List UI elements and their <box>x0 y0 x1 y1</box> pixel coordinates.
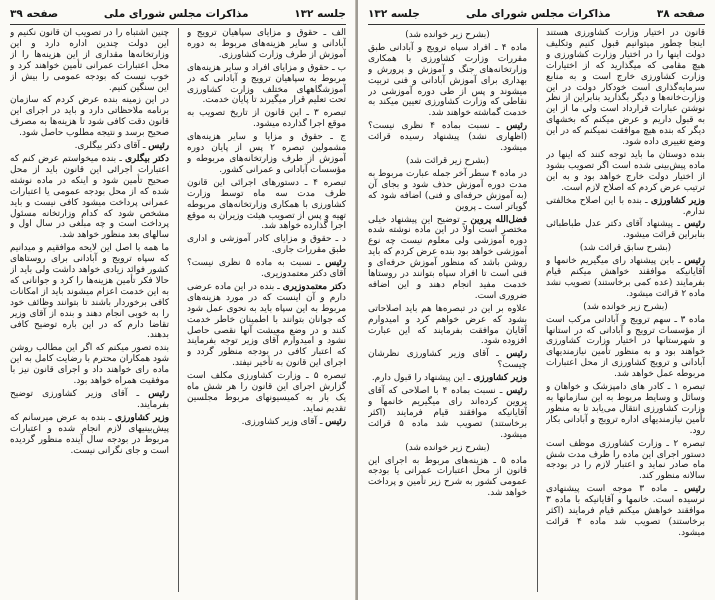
speaker-paragraph: رئیس ـ آقای وزیر کشاورزی توضیح بفرمایند. <box>10 389 169 410</box>
speaker-text: آقای وزیر کشاورزی توضیح بفرمایند. <box>10 389 169 410</box>
speaker-text: بنده به عرض میرسانم که پیش‌بینیهای لازم انجام شده و اعتبارات مربوط در بودجه سال آینده منظور گردیده است و جای نگرانی نیست. <box>10 412 169 456</box>
speaker-paragraph: رئیس ـ نسبت به ماده ۵ نظری نیست؟ آقای دکتر معتمدوزیری. <box>187 258 346 280</box>
page-38 <box>358 0 715 600</box>
speaker-paragraph: رئیس ـ نسبت بماده ۴ نظری نیست؟ (اظهاری نشد) پیشنهاد رسیده قرائت میشود. <box>368 121 527 154</box>
body-paragraph: تبصره ۱ ـ کادر های دامپزشک و خواهان و وسائل و وسایط مربوط به این سازمانها به وزارت کشاورزی انتقال می‌یابد تا به منظور تأمین نیازمندیهای اداره ترویج و آبادانی بکار رود. <box>546 382 705 436</box>
page-session: جلسه ۱۳۲ <box>294 8 346 20</box>
body-paragraph: چنین اشتباه را در تصویب آن قانون نکنیم و این دولت چندین اداره دارد و این وزارتخانه‌ها مقداری از این هزینه‌ها را از محل اعتبارات عمرانی تأمین خواهند کرد و خوب نیست که بودجه عمومی را بیش از این سنگین کنیم. <box>10 28 169 93</box>
column-divider <box>537 28 538 592</box>
stage-direction: (بشرح زیر خوانده شد) <box>583 301 668 312</box>
speaker-paragraph: رئیس ـ آقای وزیر کشاورزی. <box>241 416 346 427</box>
speaker-text: نسبت به ماده ۵ نظری نیست؟ آقای دکتر معتمدوزیری. <box>187 258 346 280</box>
speaker-text: آقای وزیر کشاورزی. <box>241 416 317 427</box>
speaker-paragraph: رئیس ـ ماده ۳ موجه است پیشنهادی نرسیده است. خانمها و آقایانیکه با ماده ۳ موافقند خواهش میکنم قیام فرمایند (اکثر برخاستند) تصویب شد ماده ۴ قرائت میشود. <box>546 484 705 538</box>
column-right <box>546 28 705 592</box>
speaker-text: نسبت بماده ۴ نظری نیست؟ (اظهاری نشد) پیشنهاد رسیده قرائت میشود. <box>368 121 527 154</box>
column-right <box>187 28 346 592</box>
stage-direction: (بشرح زیر قرائت شد) <box>406 155 489 166</box>
speaker-paragraph: وزیر کشاورزی ـ بنده به عرض میرسانم که پیش‌بینیهای لازم انجام شده و اعتبارات مربوط در بودجه سال آینده منظور گردیده است و جای نگرانی نیست. <box>10 412 169 456</box>
speaker-name: رئیس <box>684 484 705 495</box>
page-header <box>368 6 705 25</box>
speaker-paragraph: رئیس ـ آقای وزیر کشاورزی نظرشان چیست؟ <box>368 349 527 371</box>
body-paragraph: ب ـ حقوق و مزایای افراد و سایر هزینه‌های مربوط به سپاهیان ترویج و آبادانی که در آموزشگاههای مختلف وزارت کشاورزی تحت تعلیم قرار میگیرند تا پایان خدمت. <box>187 62 346 106</box>
column-left <box>10 28 169 592</box>
speaker-text: بنده با این اصلاح مخالفتی ندارم. <box>546 195 705 217</box>
page-number: صفحه ۳۸ <box>656 8 705 20</box>
body-paragraph: ماده ۴ ـ افراد سپاه ترویج و آبادانی طبق مقررات وزارت کشاورزی با همکاری وزارتخانه‌های جنگ و آموزش و پرورش و بهداری برای آموزش آبادانی و فنی تربیت میشوند و پس از طی دوره آموزشی در نقاطی که وزارت کشاورزی تعیین میکند به خدمت گماشته خواهند شد. <box>368 42 527 119</box>
page-header <box>10 6 346 25</box>
stage-direction: (بشرح سابق قرائت شد) <box>579 243 672 254</box>
speaker-name: رئیس <box>148 141 169 152</box>
speaker-name: رئیس <box>148 389 169 399</box>
speaker-name: وزیر کشاورزی <box>650 195 705 206</box>
column-left <box>368 28 527 592</box>
text-columns <box>10 28 346 592</box>
body-paragraph: ما همه با اصل این لایحه موافقیم و میدانیم که سپاه ترویج و آبادانی برای روستاهای کشور فوائد زیادی خواهد داشت ولی باید از حالا فکر تأمین هزینه‌ها را کرد و جوانانی که به این خدمت اعزام میشوند باید از امکانات کافی برخوردار باشند تا بتوانند وظائف خود را به خوبی انجام دهند و بنده از آقای وزیر تقاضا دارم که در این باره توضیح کافی بدهند. <box>10 243 169 341</box>
speaker-name: وزیر کشاورزی <box>473 373 527 384</box>
body-paragraph: تبصره ۵ ـ وزارت کشاورزی مکلف است گزارش اجرای این قانون را هر شش ماه یک بار به کمیسیونهای مربوط مجلسین تقدیم نماید. <box>187 371 346 414</box>
speaker-name: رئیس <box>684 219 705 230</box>
speaker-paragraph: وزیر کشاورزی ـ بنده با این اصلاح مخالفتی ندارم. <box>546 195 705 217</box>
body-paragraph: بنده دوستان ما باید توجه کنند که اینها در ماده پیش‌بینی شده است اگر تصویب بشود از اختیار دولت خارج خواهد بود و به این ترتیب عرض کردم که اصلاح لازم است. <box>546 149 705 193</box>
body-paragraph: د ـ حقوق و مزایای کادر آموزشی و اداری طبق مقررات جاری. <box>187 234 346 256</box>
page-title: مذاکرات مجلس شورای ملی <box>465 8 611 20</box>
speaker-text: ماده ۳ موجه است پیشنهادی نرسیده است. خانمها و آقایانیکه با ماده ۳ موافقند خواهش میکنم قیام فرمایند (اکثر برخاستند) تصویب شد ماده ۴ قرائت میشود. <box>546 484 705 538</box>
speaker-text: آقای دکتر بیگلری. <box>74 141 140 152</box>
body-paragraph: علاوه بر این در تبصره‌ها هم باید اصلاحاتی بشود که عرض خواهم کرد و امیدوارم آقایان موافقت بفرمایند که این عبارت افزوده شود. <box>368 303 527 347</box>
body-paragraph: بنده تصور میکنم که اگر این مطالب روشن شود همکاران محترم با رضایت کامل به این ماده رای خواهند داد و اجرای قانون نیز با موفقیت همراه خواهد بود. <box>10 343 169 387</box>
page-39 <box>0 0 356 600</box>
body-paragraph: ج ـ حقوق و مزایا و سایر هزینه‌های مشمولین تبصره ۲ پس از پایان دوره آموزش از طرف وزارتخانه‌های مربوطه و مؤسسات آبادانی و عمرانی کشور. <box>187 132 346 175</box>
page-session: جلسه ۱۳۲ <box>368 8 420 20</box>
speaker-text: باین پیشنهاد رای میگیریم خانمها و آقایانیکه موافقند خواهش میکنم قیام بفرمایند (عده کمی برخاستند) تصویب نشد ماده ۲ قرائت میشود. <box>546 256 705 299</box>
speaker-name: رئیس <box>325 416 346 427</box>
speaker-text: این پیشنهاد را قبول دارم. <box>371 373 466 384</box>
speaker-paragraph: رئیس ـ نسبت بماده ۴ با اصلاحی که آقای پروین کرده‌اند رای میگیریم خانمها و آقایانیکه موافقند قیام فرمایند (اکثر برخاستند) تصویب شد ماده ۵ قرائت میشود. <box>368 386 527 440</box>
page-number: صفحه ۳۹ <box>10 8 59 20</box>
speaker-paragraph: رئیس ـ پیشنهاد آقای دکتر عدل طباطبائی بنابراین قرائت میشود. <box>546 219 705 241</box>
speaker-text: بنده در این ماده عرضی دارم و آن اینست که در مورد هزینه‌های مربوط به این سپاه باید به نحوی عمل شود که جوانان بتوانند با اطمینان خاطر خدمت کنند و در وضع معیشت آنها نقصی حاصل نشود و امیدوارم آقای وزیر توجه بفرمایند که اعتبار کافی در بودجه منظور گردد و اجرای این قانون به تأخیر نیفتد. <box>187 281 346 369</box>
speaker-paragraph: رئیس ـ آقای دکتر بیگلری. <box>74 141 169 152</box>
speaker-name: دکتر معتمدوزیری <box>282 281 346 292</box>
speaker-name: رئیس <box>325 258 346 269</box>
speaker-paragraph: وزیر کشاورزی ـ این پیشنهاد را قبول دارم. <box>371 373 527 384</box>
body-paragraph: در ماده ۴ سطر آخر جمله عبارت مربوط به مدت دوره آموزش حذف شود و بجای آن (به آموزش حرفه‌ای و فنی) اضافه شود که گویاتر است ـ پروین <box>368 168 527 212</box>
speaker-name: رئیس <box>506 349 527 360</box>
speaker-paragraph: دکتر معتمدوزیری ـ بنده در این ماده عرضی دارم و آن اینست که در مورد هزینه‌های مربوط به این سپاه باید به نحوی عمل شود که جوانان بتوانند با اطمینان خاطر خدمت کنند و در وضع معیشت آنها نقصی حاصل نشود و امیدوارم آقای وزیر توجه بفرمایند که اعتبار کافی در بودجه منظور گردد و اجرای این قانون به تأخیر نیفتد. <box>187 281 346 369</box>
stage-direction: (بشرح زیر خوانده شد) <box>405 442 490 453</box>
column-divider <box>178 28 179 592</box>
speaker-paragraph: فضل‌الله پروین ـ توضیح این پیشنهاد خیلی مختصر است اولاً در این ماده نوشته شده دوره آموزشی ولی معلوم نیست چه نوع آموزشی خواهد بود بنده عرض کردم که باید روشن باشد که منظور آموزش حرفه‌ای و فنی است تا افراد سپاه بتوانند در روستاها خدمت مفید انجام دهند و این اضافه ضروری است. <box>368 214 527 301</box>
body-paragraph: تبصره ۴ ـ دستورهای اجرائی این قانون ظرف مدت سه ماه توسط وزارت کشاورزی با همکاری وزارتخانه‌های مربوطه تهیه و پس از تصویب هیئت وزیران به موقع اجرا گذارده خواهد شد. <box>187 177 346 232</box>
speaker-text: بنده میخواستم عرض کنم که اعتبارات اجرائی این قانون باید از محل صحیح تأمین شود و اینکه در ماده نوشته شده که از محل بودجه عمومی یا اعتبارات عمرانی پرداخت میشود کافی نیست و باید مشخص شود که کدام وزارتخانه مسئول پرداخت است و چه مبلغی در سال اول و سالهای بعد منظور خواهد شد. <box>10 153 169 241</box>
body-paragraph: تبصره ۳ ـ این قانون از تاریخ تصویب به موقع اجرا گذارده میشود. <box>187 108 346 130</box>
speaker-paragraph: دکتر بیگلری ـ بنده میخواستم عرض کنم که اعتبارات اجرائی این قانون باید از محل صحیح تأمین شود و اینکه در ماده نوشته شده که از محل بودجه عمومی یا اعتبارات عمرانی پرداخت میشود کافی نیست و باید مشخص شود که کدام وزارتخانه مسئول پرداخت است و چه مبلغی در سال اول و سالهای بعد منظور خواهد شد. <box>10 153 169 241</box>
speaker-name: وزیر کشاورزی <box>114 412 169 423</box>
speaker-name: رئیس <box>506 121 527 132</box>
stage-direction: (بشرح زیر خوانده شد) <box>405 30 490 40</box>
body-paragraph: ماده ۵ ـ هزینه‌های مربوط به اجرای این قانون از محل اعتبارات عمرانی یا بودجه عمومی کشور به شرح زیر تأمین و پرداخت خواهد شد. <box>368 455 527 499</box>
body-paragraph: در این زمینه بنده عرض کردم که سازمان برنامه ملاحظاتی دارد و باید در اجرای این قانون دقت کافی شود تا هزینه‌ها به مصرف صحیح برسد و نتیجه مطلوب حاصل شود. <box>10 95 169 139</box>
speaker-text: پیشنهاد آقای دکتر عدل طباطبائی بنابراین قرائت میشود. <box>546 219 705 241</box>
speaker-name: دکتر بیگلری <box>124 153 169 164</box>
speaker-name: رئیس <box>684 256 705 267</box>
speaker-name: فضل‌الله پروین <box>470 214 527 225</box>
text-columns <box>368 28 705 592</box>
body-paragraph: الف ـ حقوق و مزایای سپاهیان ترویج و آبادانی و سایر هزینه‌های مربوط به دوره آموزش از طرف وزارت کشاورزی. <box>187 28 346 60</box>
speaker-text: توضیح این پیشنهاد خیلی مختصر است اولاً در این ماده نوشته شده دوره آموزشی ولی معلوم نیست چه نوع آموزشی خواهد بود بنده عرض کردم که باید روشن باشد که منظور آموزش حرفه‌ای و فنی است تا افراد سپاه بتوانند در روستاها خدمت مفید انجام دهند و این اضافه ضروری است. <box>368 214 527 301</box>
body-paragraph: قانون در اختیار وزارت کشاورزی هستند اینجا چطور میتوانیم قبول کنیم وتکلیف دولت اینها را در اختیار وزارت کشاورزی و هیچ مقامی که میگذارید که از اختیارات وزارت کشاورزی خارج است و به منابع سرمایه‌گذاری است خودکار دولت در این وزارت‌خانه‌ها و دیگر بگذارید بنابراین از نظر نوشتن عبارات قرارداد است ولی ما از این به قبول داریم و عرض میکنم که بخشهای دیگر که بنده هیچ موافقت نمیکنم که در این وضع تغییری داده شود. <box>546 28 705 148</box>
speaker-name: رئیس <box>506 386 527 397</box>
speaker-paragraph: رئیس ـ باین پیشنهاد رای میگیریم خانمها و آقایانیکه موافقند خواهش میکنم قیام بفرمایند (عده کمی برخاستند) تصویب نشد ماده ۲ قرائت میشود. <box>546 256 705 299</box>
body-paragraph: ماده ۳ ـ سهم ترویج و آبادانی مرکب است از مؤسسات ترویج و آبادانی که در استانها و شهرستانها در اختیار وزارت کشاورزی خواهند بود و به منظور تأمین نیازمندیهای آبادانی و ترویج کشاورزی از محل اعتبارات مربوطه عمل خواهد شد. <box>546 314 705 380</box>
speaker-text: آقای وزیر کشاورزی نظرشان چیست؟ <box>368 349 527 371</box>
body-paragraph: تبصره ۲ ـ وزارت کشاورزی موظف است دستور اجرای این ماده را ظرف مدت شش ماه صادر نماید و اعتبار لازم را در بودجه سالانه منظور کند. <box>546 438 705 482</box>
page-title: مذاکرات مجلس شورای ملی <box>103 8 249 20</box>
speaker-text: نسبت بماده ۴ با اصلاحی که آقای پروین کرده‌اند رای میگیریم خانمها و آقایانیکه موافقند قیام فرمایند (اکثر برخاستند) تصویب شد ماده ۵ قرائت میشود. <box>368 386 527 440</box>
